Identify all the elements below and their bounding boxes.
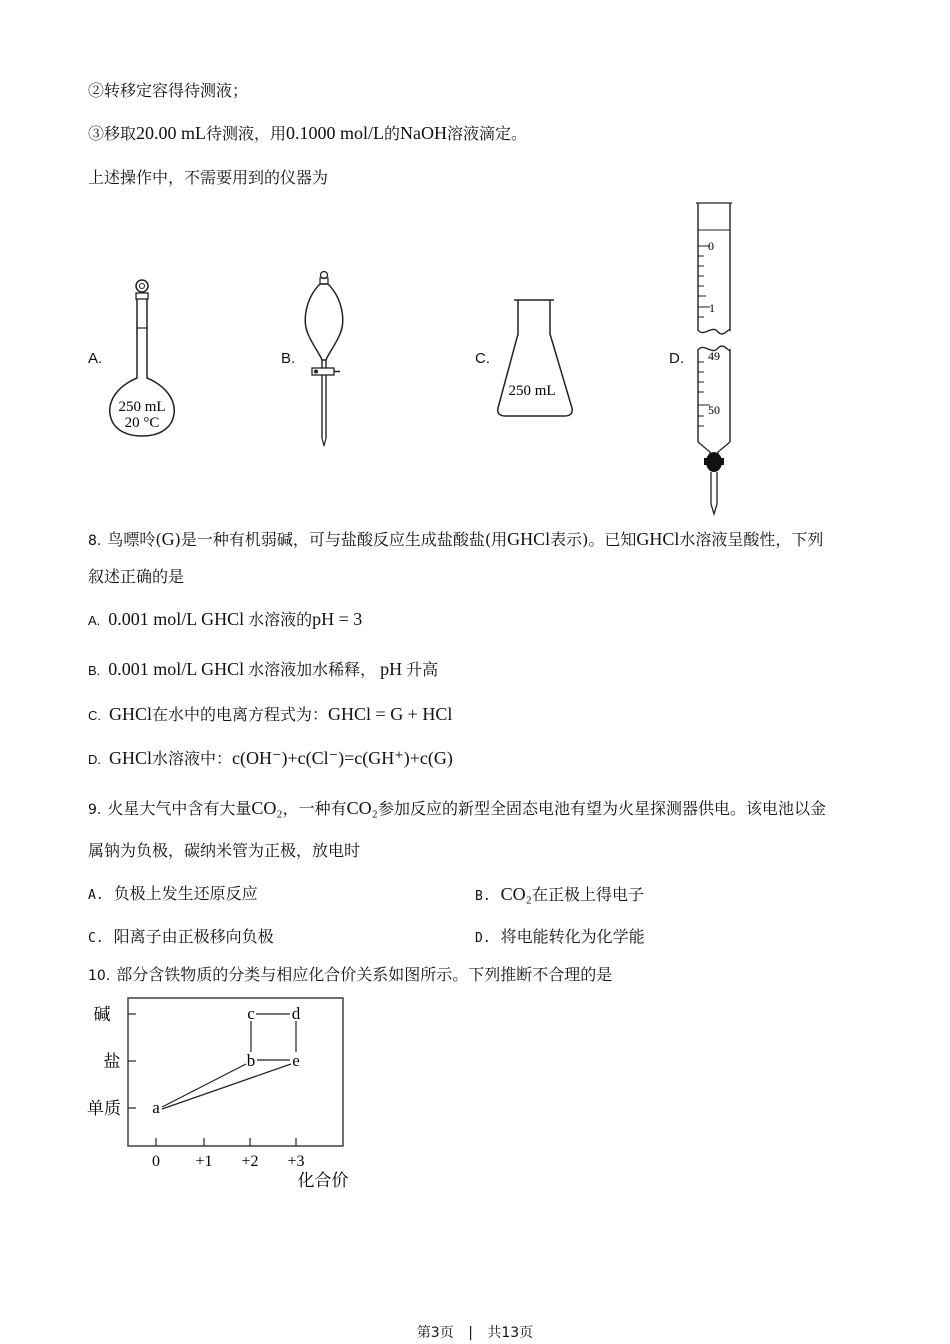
q9-co2: CO₂: [251, 798, 283, 818]
q8-option-b-ph: pH: [380, 659, 403, 679]
volumetric-flask-icon: [104, 276, 200, 442]
y-label-salt: 盐: [103, 1052, 121, 1071]
q8-number: 8.: [88, 533, 102, 549]
option-d-label: D.: [669, 350, 684, 367]
burette-tick-49: 49: [708, 349, 720, 363]
q8-option-d-ghcl: GHCl: [109, 748, 153, 768]
q8-option-b-conc: 0.001 mol/L GHCl: [108, 659, 245, 679]
q8-option-a-ph: pH = 3: [312, 609, 363, 629]
y-label-element: 单质: [87, 1099, 121, 1118]
q9-text-2: ，一种有: [282, 799, 347, 818]
footer-page: 第3页: [416, 1325, 454, 1341]
q8-text-1b: )是一种有机弱碱，可与盐酸反应生成盐酸盐(用: [174, 530, 508, 549]
footer-separator: |: [468, 1325, 473, 1341]
x-tick-0: 0: [152, 1153, 160, 1170]
page-footer: [0, 1322, 950, 1342]
q8-option-a: [88, 608, 362, 632]
q9-line-2: [88, 840, 360, 862]
q10-number: 10.: [88, 968, 111, 984]
step-3-text-d: 溶液滴定。: [447, 124, 528, 143]
q10-text: 部分含铁物质的分类与相应化合价关系如图所示。下列推断不合理的是: [116, 965, 613, 984]
q8-line-1: [88, 528, 823, 552]
question-7-text: 上述操作中，不需要用到的仪器为: [88, 168, 329, 187]
point-e: e: [292, 1051, 300, 1070]
erlenmeyer-flask-icon: [494, 298, 576, 420]
q9-text-1: 火星大气中含有大量: [107, 799, 252, 818]
q8-option-b-mid: 水溶液加水稀释，: [248, 660, 377, 679]
q8-option-d-equation: c(OH⁻)+c(Cl⁻)=c(GH⁺)+c(G): [232, 748, 453, 768]
burette-tick-0: 0: [708, 239, 714, 253]
step-3-concentration: 0.1000 mol/L: [286, 123, 385, 143]
q8-text-1c: 表示)。已知: [550, 530, 637, 549]
q8-option-c-ghcl: GHCl: [109, 704, 153, 724]
q8-option-d-letter: D.: [88, 752, 101, 767]
q8-option-b: [88, 658, 438, 682]
q9-option-c-letter: C.: [88, 931, 104, 946]
q8-ghcl-2: GHCl: [636, 529, 680, 549]
q9-option-b: [475, 883, 644, 908]
q8-option-a-conc: 0.001 mol/L GHCl: [108, 609, 245, 629]
q9-option-c: [88, 926, 274, 950]
x-tick-2: +2: [241, 1153, 259, 1170]
erlenmeyer-volume-label: 250 mL: [508, 383, 556, 399]
x-axis-title: 化合价: [297, 1171, 349, 1190]
step-2-line: [88, 80, 248, 102]
q8-option-c-letter: C.: [88, 708, 101, 723]
x-tick-1: +1: [195, 1153, 213, 1170]
step-3-text-b: 待测液，用: [206, 124, 287, 143]
q8-text-2: 叙述正确的是: [88, 567, 185, 586]
q8-option-b-end: 升高: [406, 660, 439, 679]
step-3-volume: 20.00 mL: [136, 123, 207, 143]
q8-option-c-equation: GHCl = G + HCl: [328, 704, 453, 724]
option-b-label: B.: [281, 350, 296, 367]
flask-temp-label: 20 °C: [124, 415, 160, 431]
burette-tick-50: 50: [708, 403, 720, 417]
q8-line-2: [88, 566, 184, 588]
iron-valence-diagram: [80, 996, 380, 1196]
burette-tick-1: 1: [709, 301, 715, 315]
q8-option-a-letter: A.: [88, 613, 101, 628]
q8-text-1a: 鸟嘌呤(: [107, 530, 162, 549]
q9-option-c-text: 阳离子由正极移向负极: [113, 927, 274, 946]
q8-g: G: [161, 529, 175, 549]
q8-option-a-mid: 水溶液的: [248, 610, 313, 629]
q9-option-b-co2: CO₂: [500, 884, 532, 904]
q9-line-1: [88, 797, 826, 821]
q9-option-d-text: 将电能转化为化学能: [500, 927, 645, 946]
option-a-label: A.: [88, 350, 103, 367]
flask-volume-label: 250 mL: [118, 399, 166, 415]
option-c-label: C.: [475, 350, 490, 367]
q9-option-a-letter: A.: [88, 888, 104, 903]
q9-text-3: 参加反应的新型全固态电池有望为火星探测器供电。该电池以金: [377, 799, 826, 818]
q9-option-d: [475, 926, 645, 950]
step-3-naoh: NaOH: [400, 123, 448, 143]
q8-ghcl: GHCl: [507, 529, 551, 549]
burette-icon: [692, 200, 736, 518]
q9-co2-2: CO₂: [346, 798, 378, 818]
q9-option-b-letter: B.: [475, 889, 491, 904]
step-3-text-c: 的: [384, 124, 401, 143]
q10-line-1: [88, 964, 612, 987]
q8-option-c-mid: 在水中的电离方程式为：: [152, 705, 329, 724]
point-b: b: [246, 1051, 256, 1070]
q9-text-4: 属钠为负极，碳纳米管为正极，放电时: [88, 841, 361, 860]
step-3-text-a: ③移取: [88, 124, 137, 143]
point-c: c: [247, 1004, 255, 1023]
footer-total: 共13页: [487, 1325, 534, 1341]
question-7-prompt: [88, 167, 328, 189]
step-2-text: ②转移定容得待测液；: [88, 81, 249, 100]
step-3-line: [88, 122, 527, 145]
q9-option-a: [88, 883, 258, 907]
point-d: d: [291, 1004, 301, 1023]
q8-text-1d: 水溶液呈酸性，下列: [679, 530, 824, 549]
x-tick-3: +3: [287, 1153, 305, 1170]
q9-number: 9.: [88, 802, 102, 818]
q8-option-c: [88, 703, 452, 727]
q8-option-d: [88, 747, 453, 771]
q8-option-b-letter: B.: [88, 663, 101, 678]
q9-option-a-text: 负极上发生还原反应: [113, 884, 258, 903]
q9-option-b-text: 在正极上得电子: [531, 885, 644, 904]
separatory-funnel-icon: [296, 268, 358, 448]
point-a: a: [152, 1098, 160, 1117]
q9-option-d-letter: D.: [475, 931, 491, 946]
y-label-base: 碱: [93, 1005, 111, 1024]
q8-option-d-mid: 水溶液中：: [152, 749, 233, 768]
